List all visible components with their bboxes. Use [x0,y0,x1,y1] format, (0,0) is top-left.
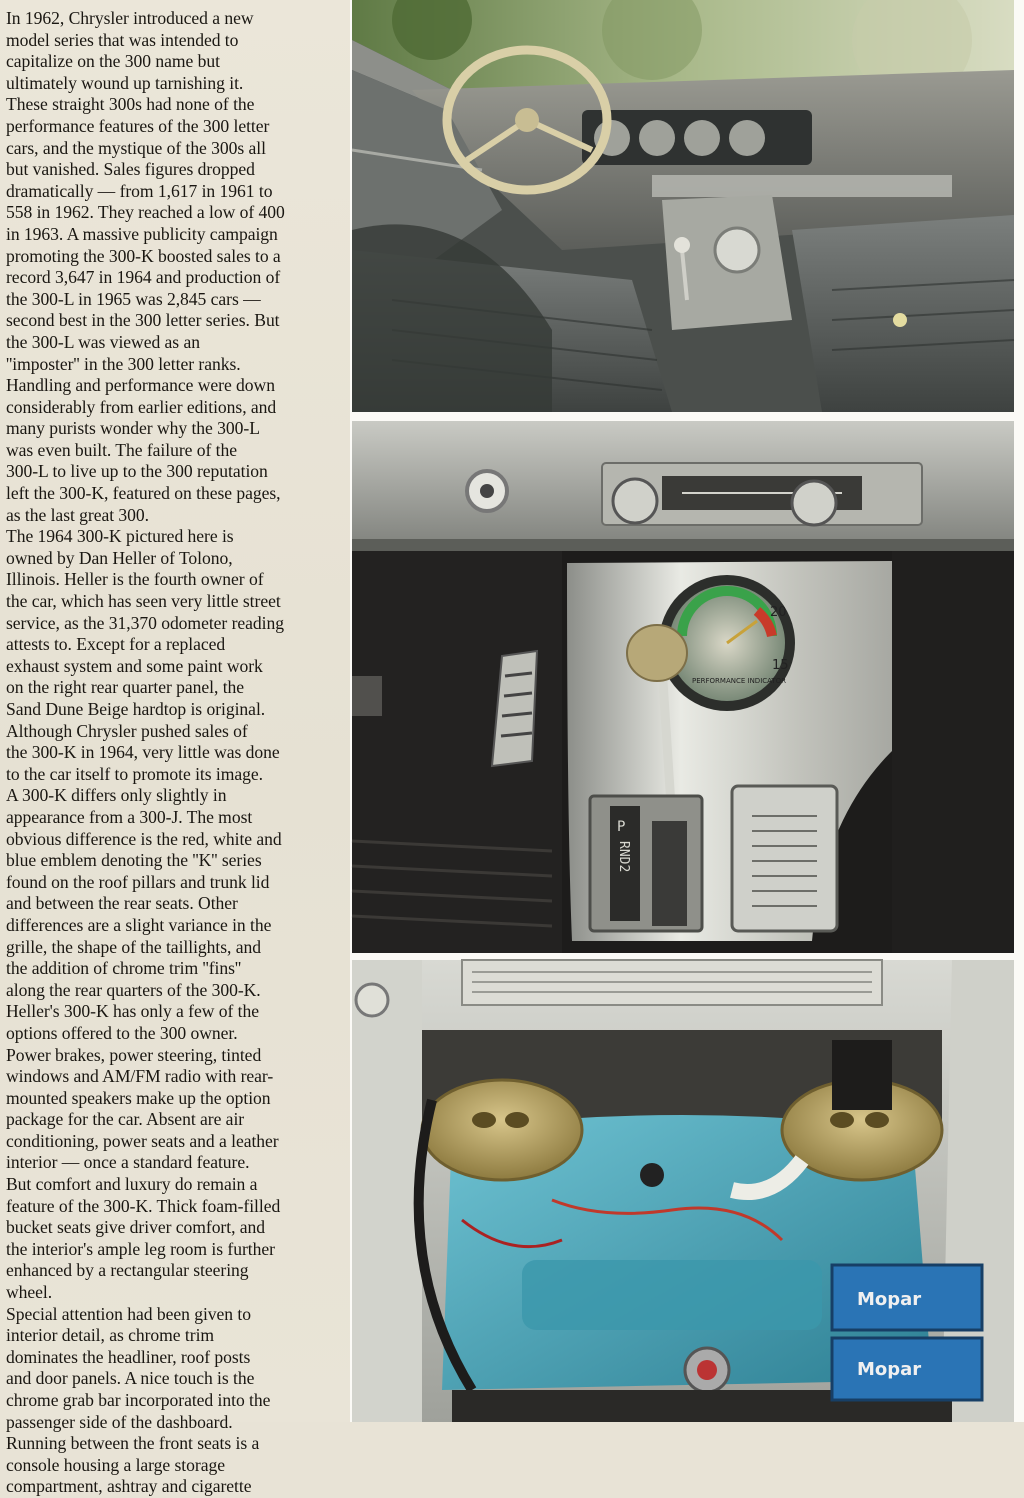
passenger-seat [792,215,1014,412]
gauge-mark-15: 15 [772,658,789,673]
shift-knob [627,625,687,681]
battery-brand-label-1: Mopar [857,1289,922,1310]
distributor [640,1163,664,1187]
gear-range-text: RND2 [616,841,631,873]
photo-column [350,0,1024,1422]
article-text-column [6,8,342,1497]
article-paragraph-2: The 1964 300-K pictured here is owned by Dan Heller of Tolono, Illinois. Heller is the fourth owner of the car, which has seen very little street service, as the 31,370 odometer reading attests to. Except for a replaced exhaust system and some paint work on the right rear quarter panel, the Sand Dune Beige hardtop is original. [6,526,284,719]
article-paragraph-1: In 1962, Chrysler introduced a new model series that was intended to capitalize on the 300 name but ultimately wound up tarnishing it. These straight 300s had none of the performance features of the 300 letter cars, and the mystique of the 300s all but vanished. Sales figures dropped dramatically — from 1,617 in 1961 to 558 in 1962. They reached a low of 400 in 1963. A massive publicity campaign promoting the 300-K boosted sales to a record 3,647 in 1964 and production of the 300-L in 1965 was 2,845 cars — second best in the 300 letter series. But the 300-L was viewed as an ''imposter'' in the 300 letter ranks. Handling and performance were down considerably from earlier editions, and many purists wonder why the 300-L was even built. The failure of the 300-L to live up to the 300 reputation left the 300-K, featured on these pages, as the last great 300. [6,8,285,525]
ashtray [732,786,837,931]
battery-brand-label-2: Mopar [857,1359,922,1380]
air-cleaner-left [422,1080,582,1180]
engine-illustration [352,960,1014,1422]
radio-knob-left [613,479,657,523]
gear-letter-p: P [617,819,626,835]
article-paragraph-4: Heller's 300-K has only a few of the options offered to the 300 owner. Power brakes, power steering, tinted windows and AM/FM radio with rear- mounted speakers make up the option package for the car. Absent are air conditioning, power seats and a leather interior — once a standard feature. But comfort and luxury do remain a feature of the 300-K. Thick foam-filled bucket seats give driver comfort, and the interior's ample leg room is further enhanced by a rectangular steering wheel. [6,1001,281,1303]
radio-knob-right [792,481,836,525]
shifter-illustration [352,421,1014,953]
console-shifter-photo [352,421,1014,953]
engine-bay-photo [352,960,1014,1422]
gauge-mark-20: 20 [770,605,787,620]
gauge-label: PERFORMANCE INDICATOR [692,677,787,685]
interior-illustration [352,0,1014,412]
interior-dashboard-photo [352,0,1014,412]
article-paragraph-3: Although Chrysler pushed sales of the 300-K in 1964, very little was done to the car itself to promote its image. A 300-K differs only slightly in appearance from a 300-J. The most obvious difference is the red, white and blue emblem denoting the ''K'' series found on the roof pillars and trunk lid and between the rear seats. Other differences are a slight variance in the grille, the shape of the taillights, and the addition of chrome trim ''fins'' along the rear quarters of the 300-K. [6,720,282,1000]
article-paragraph-5: Special attention had been given to interior detail, as chrome trim dominates the headliner, roof posts and door panels. A nice touch is the chrome grab bar incorporated into the passenger side of the dashboard. Running between the front seats is a console housing a large storage compartment, ashtray and cigarette [6,1303,271,1497]
